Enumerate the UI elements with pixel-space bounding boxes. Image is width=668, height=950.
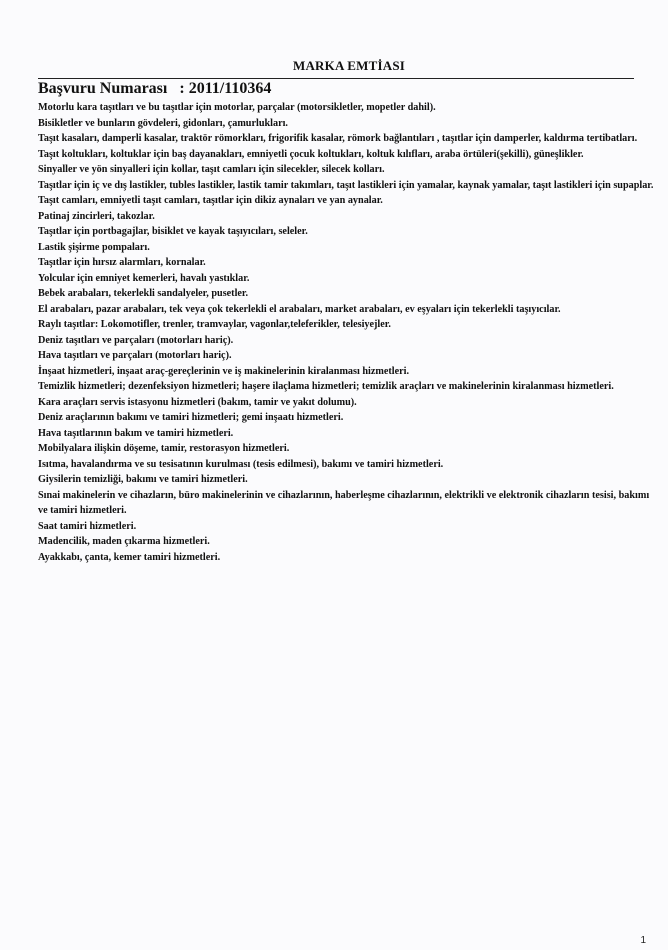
document-title: MARKA EMTİASI bbox=[292, 58, 406, 73]
list-item: Patinaj zincirleri, takozlar. bbox=[38, 210, 155, 222]
list-item: Taşıt camları, emniyetli taşıt camları, taşıtlar için dikiz aynaları ve yan aynalar. bbox=[38, 195, 383, 206]
list-item: Sınai makinelerin ve cihazların, büro makinelerinin ve cihazlarının, haberleşme cihazlarının, elektrikli ve elektronik cihazların tesisi, bakımı ve tamiri hizmetleri. bbox=[38, 489, 650, 516]
list-item: Hava taşıtlarının bakım ve tamiri hizmetleri. bbox=[38, 427, 234, 439]
list-item: İnşaat hizmetleri, inşaat araç-gereçlerinin ve iş makinelerinin kiralanması hizmetleri. bbox=[38, 365, 410, 377]
list-item: Lastik şişirme pompaları. bbox=[38, 241, 150, 253]
list-item: Bisikletler ve bunların gövdeleri, gidonları, çamurlukları. bbox=[38, 117, 288, 129]
list-item: Taşıt kasaları, damperli kasalar, traktör römorkları, frigorifik kasalar, römork bağlantıları , taşıtlar için damperler, kaldırma tertibatları. bbox=[38, 133, 638, 144]
goods-services-list bbox=[38, 100, 660, 565]
list-item: Giysilerin temizliği, bakımı ve tamiri hizmetleri. bbox=[38, 474, 248, 485]
list-item: Motorlu kara taşıtları ve bu taşıtlar için motorlar, parçalar (motorsikletler, mopetler dahil). bbox=[38, 102, 436, 113]
list-item: Ayakkabı, çanta, kemer tamiri hizmetleri. bbox=[38, 551, 221, 563]
list-item: Bebek arabaları, tekerlekli sandalyeler, pusetler. bbox=[38, 288, 249, 299]
list-item: Taşıtlar için portbagajlar, bisiklet ve kayak taşıyıcıları, seleler. bbox=[38, 226, 308, 237]
application-number-label: Başvuru Numarası bbox=[38, 80, 168, 97]
list-item: Deniz taşıtları ve parçaları (motorları hariç). bbox=[38, 334, 234, 346]
application-number-row bbox=[38, 78, 634, 98]
list-item: Saat tamiri hizmetleri. bbox=[38, 520, 137, 532]
list-item: Taşıt koltukları, koltuklar için baş dayanakları, emniyetli çocuk koltukları, koltuk kılıfları, araba örtüleri(şekilli), güneşlikler. bbox=[38, 148, 584, 160]
list-item: Madencilik, maden çıkarma hizmetleri. bbox=[38, 536, 210, 547]
page-number: 1 bbox=[640, 935, 646, 946]
list-item: Yolcular için emniyet kemerleri, havalı yastıklar. bbox=[38, 272, 250, 284]
list-item: Taşıtlar için iç ve dış lastikler, tubles lastikler, lastik tamir takımları, taşıt lastikleri için yamalar, kaynak yamalar, taşıt lastikleri için supaplar. bbox=[38, 179, 654, 191]
list-item: Hava taşıtları ve parçaları (motorları hariç). bbox=[38, 350, 232, 361]
list-item: Kara araçları servis istasyonu hizmetleri (bakım, tamir ve yakıt dolumu). bbox=[38, 396, 357, 408]
list-item: Raylı taşıtlar: Lokomotifler, trenler, tramvaylar, vagonlar,teleferikler, telesiyejler. bbox=[38, 319, 391, 330]
list-item: Isıtma, havalandırma ve su tesisatının kurulması (tesis edilmesi), bakımı ve tamiri hizmetleri. bbox=[38, 458, 444, 470]
list-item: Mobilyalara ilişkin döşeme, tamir, restorasyon hizmetleri. bbox=[38, 443, 290, 454]
application-number-separator: : bbox=[179, 80, 185, 97]
list-item: Deniz araçlarının bakımı ve tamiri hizmetleri; gemi inşaatı hizmetleri. bbox=[38, 412, 344, 423]
list-item: El arabaları, pazar arabaları, tek veya çok tekerlekli el arabaları, market arabaları, ev eşyaları için tekerlekli taşıyıcılar. bbox=[38, 303, 561, 315]
list-item: Taşıtlar için hırsız alarmları, kornalar. bbox=[38, 257, 206, 268]
application-number-value: 2011/110364 bbox=[188, 80, 272, 97]
list-item: Temizlik hizmetleri; dezenfeksiyon hizmetleri; haşere ilaçlama hizmetleri; temizlik araçları ve makinelerinin kiralanması hizmetleri. bbox=[38, 381, 614, 392]
list-item: Sinyaller ve yön sinyalleri için kollar, taşıt camları için silecekler, silecek kolları. bbox=[38, 164, 385, 175]
